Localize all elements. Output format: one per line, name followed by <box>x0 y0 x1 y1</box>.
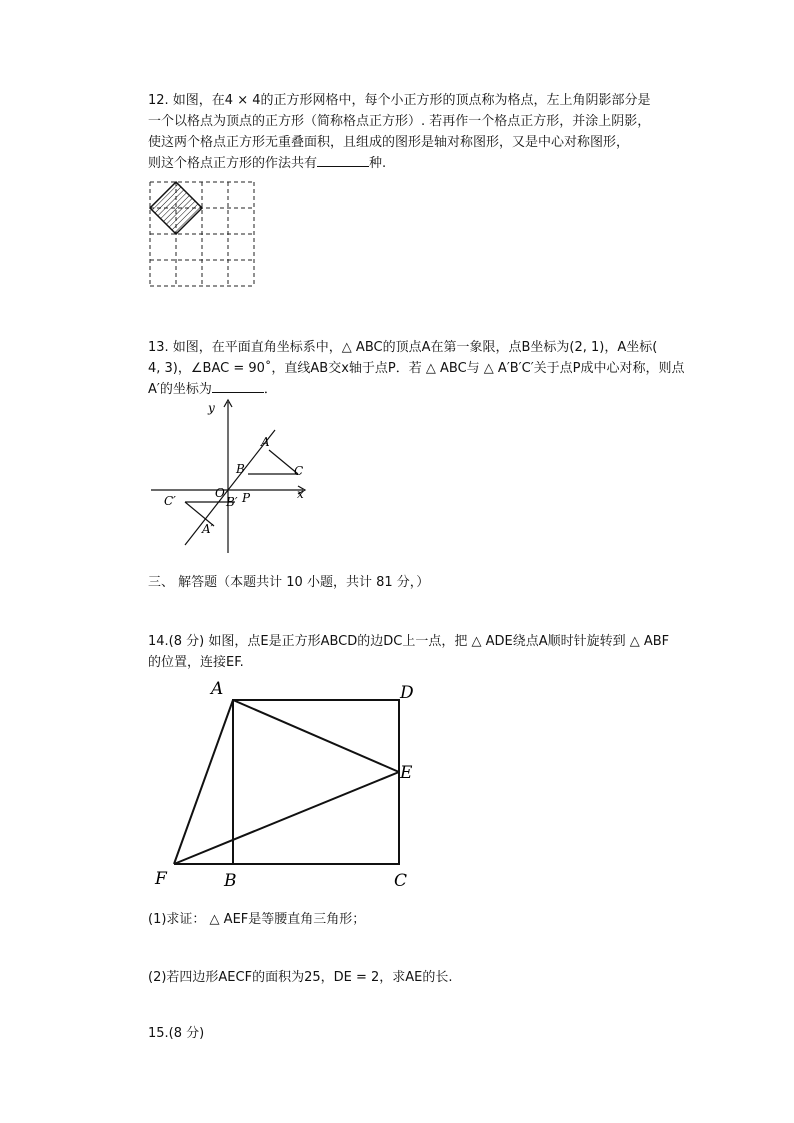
q14-part-1: (1)求证： △ AEF是等腰直角三角形； <box>148 912 366 927</box>
q15-heading: 15.(8 分) <box>148 1026 205 1041</box>
q12-answer-blank <box>317 153 369 167</box>
q14-label-d: D <box>400 683 414 703</box>
q13-line-3-prefix: A′的坐标为 <box>148 382 212 397</box>
q14-segment-fe <box>174 772 399 864</box>
q14-segment-af <box>174 700 233 864</box>
q13-line-3-suffix: ． <box>263 382 277 397</box>
q14-label-e: E <box>400 763 413 783</box>
q13-label-a-prime: A′ <box>202 522 214 536</box>
q12-text-line-3: 使这两个格点正方形无重叠面积，且组成的图形是轴对称图形，又是中心对称图形， <box>148 135 630 150</box>
q14-square-figure <box>150 676 420 894</box>
q14-label-c: C <box>394 871 408 891</box>
q14-label-a: A <box>211 679 224 699</box>
q14-label-b: B <box>224 871 237 891</box>
q14-text-line-2: 的位置，连接EF. <box>148 655 244 670</box>
q13-label-y: y <box>208 401 215 415</box>
q12-line-4-prefix: 则这个格点正方形的作法共有 <box>148 156 318 171</box>
q13-label-p: P <box>242 491 251 505</box>
q13-label-a: A <box>261 435 270 449</box>
q12-text-line-2: 一个以格点为顶点的正方形（简称格点正方形）. 若再作一个格点正方形，并涂上阴影， <box>148 114 651 129</box>
q13-label-o: O <box>215 486 225 500</box>
q14-text-line-1: 14.(8 分) 如图，点E是正方形ABCD的边DC上一点，把 △ ADE绕点A顺时针旋转到 △ ABF <box>148 634 670 649</box>
q13-label-b-prime: B′ <box>226 495 238 509</box>
q14-segment-ae <box>233 700 399 772</box>
q13-label-c: C <box>294 464 304 478</box>
q13-text-line-2: 4, 3)，∠BAC = 90˚，直线AB交x轴于点P．若 △ ABC与 △ A′B′C′关于点P成中心对称，则点 <box>148 361 685 376</box>
section-3-title: 三、 解答题（本题共计 10 小题，共计 81 分，） <box>148 575 430 590</box>
q13-answer-blank <box>212 379 264 393</box>
q12-shaded-square <box>150 182 202 234</box>
q13-text-line-1: 13. 如图，在平面直角坐标系中，△ ABC的顶点A在第一象限，点B坐标为(2, 1)，A坐标( <box>148 340 658 355</box>
q13-label-x: x <box>297 487 304 501</box>
q12-text-line-4 <box>148 153 386 174</box>
q13-label-c-prime: C′ <box>164 494 176 508</box>
q12-line-4-suffix: 种. <box>369 156 387 171</box>
q13-coordinate-figure <box>148 398 318 558</box>
q14-part-2: (2)若四边形AECF的面积为25，DE = 2，求AE的长. <box>148 970 453 985</box>
q14-label-f: F <box>155 869 167 889</box>
q12-text-line-1: 12. 如图，在4 × 4的正方形网格中，每个小正方形的顶点称为格点，左上角阴影部分是 <box>148 93 651 108</box>
q13-text-line-3 <box>148 379 277 400</box>
q12-grid-figure <box>148 180 258 290</box>
q13-label-b: B <box>236 462 245 476</box>
